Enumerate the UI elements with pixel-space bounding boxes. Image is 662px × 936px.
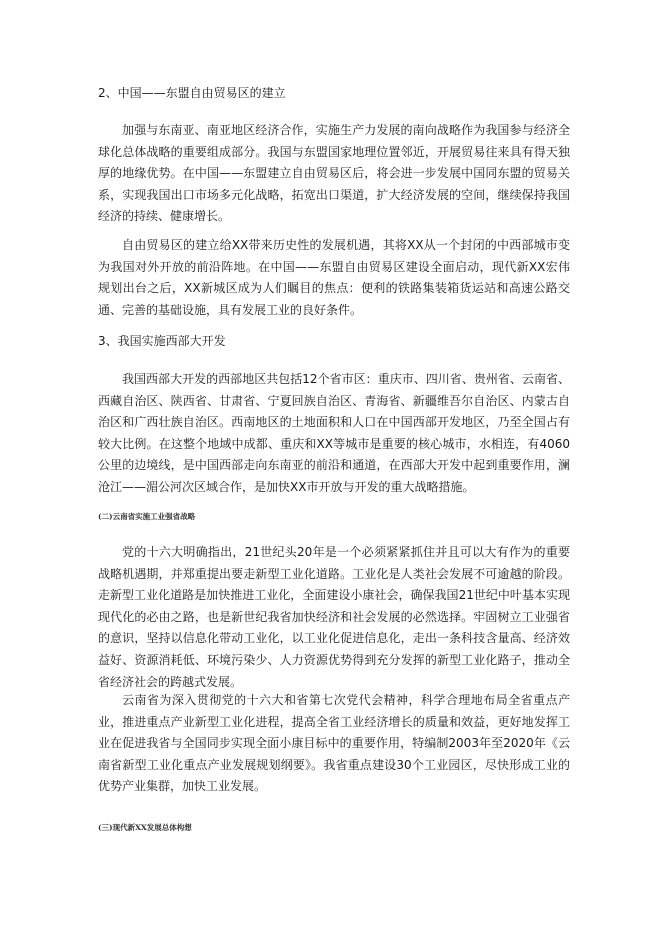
section-2-heading: 2、中国——东盟自由贸易区的建立	[98, 86, 286, 100]
section-3-heading: 3、我国实施西部大开发	[98, 334, 226, 348]
subsection-c-heading: (三)现代新XX发展总体构想	[98, 823, 192, 832]
subsection-b-paragraph-1: 党的十六大明确指出，21世纪头20年是一个必须紧紧抓住并且可以大有作为的重要战略机遇期，并郑重提出要走新型工业化道路。工业化是人类社会发展不可逾越的阶段。走新型工业化道路是加快推进工业化，全面建设小康社会，确保我国21世纪中叶基本实现现代化的必由之路，也是新世纪我省加快经济和社会发展的必然选择。牢固树立工业强省的意识，坚持以信息化带动工业化，以工业化促进信息化，走出一条科技含量高、经济效益好、资源消耗低、环境污染少、人力资源优势得到充分发挥的新型工业化路子，推动全省经济社会的跨越式发展。	[98, 545, 570, 689]
subsection-b-paragraph-2: 云南省为深入贯彻党的十六大和省第七次党代会精神，科学合理地布局全省重点产业，推进重点产业新型工业化进程，提高全省工业经济增长的质量和效益，更好地发挥工业在促进我省与全国同步实现全面小康目标中的重要作用，特编制2003年至2020年《云南省新型工业化重点产业发展规划纲要》。我省重点建设30个工业园区，尽快形成工业的优势产业集群，加快工业发展。	[98, 693, 570, 794]
section-2-paragraph-1: 加强与东南亚、南亚地区经济合作，实施生产力发展的南向战略作为我国参与经济全球化总体战略的重要组成部分。我国与东盟国家地理位置邻近，开展贸易往来具有得天独厚的地缘优势。在中国——东盟建立自由贸易区后，将会进一步发展中国同东盟的贸易关系，实现我国出口市场多元化战略，拓宽出口渠道，扩大经济发展的空间，继续保持我国经济的持续、健康增长。	[98, 123, 570, 224]
section-3-paragraph-1: 我国西部大开发的西部地区共包括12个省市区：重庆市、四川省、贵州省、云南省、西藏自治区、陕西省、甘肃省、宁夏回族自治区、青海省、新疆维吾尔自治区、内蒙古自治区和广西壮族自治区。西南地区的土地面积和人口在中国西部开发地区，乃至全国占有较大比例。在这整个地域中成都、重庆和XX等城市是重要的核心城市，水相连，有4060公里的边境线，是中国西部走向东南亚的前沿和通道，在西部大开发中起到重要作用，澜沧江——湄公河次区域合作，是加快XX市开放与开发的重大战略措施。	[98, 372, 570, 494]
subsection-b-heading: (二)云南省实施工业强省战略	[98, 512, 196, 521]
section-2-paragraph-2: 自由贸易区的建立给XX带来历史性的发展机遇，其将XX从一个封闭的中西部城市变为我国对外开放的前沿阵地。在中国——东盟自由贸易区建设全面启动，现代新XX宏伟规划出台之后，XX新城区成为人们瞩目的焦点：便利的铁路集装箱货运站和高速公路交通、完善的基础设施，具有发展工业的良好条件。	[98, 238, 570, 317]
